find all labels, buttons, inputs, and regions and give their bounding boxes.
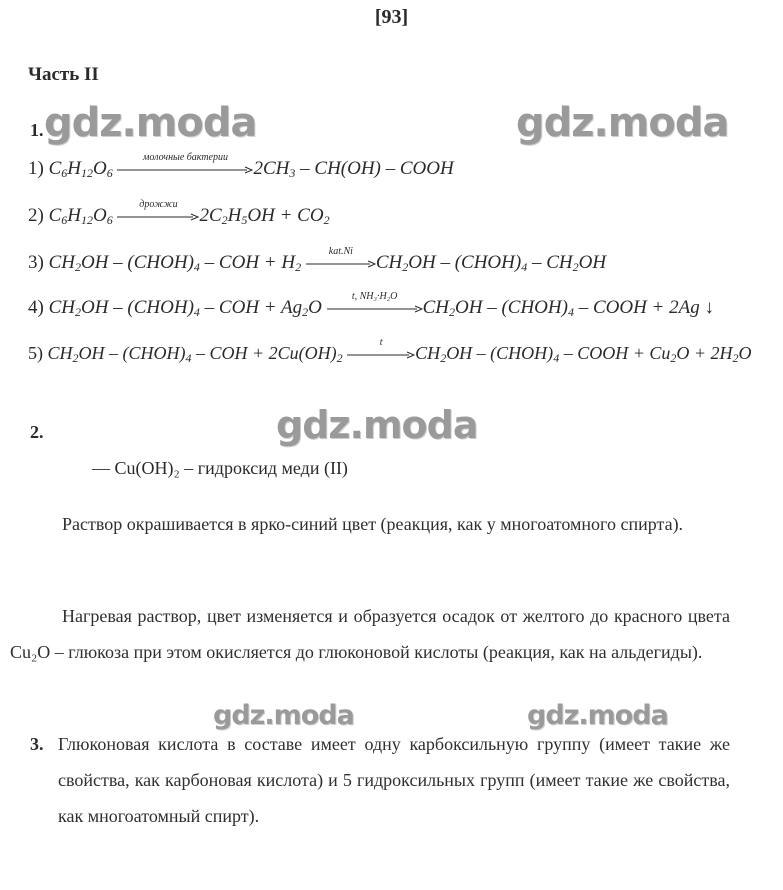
reaction-arrow bbox=[347, 336, 415, 359]
arrow-condition: t, NH₃·H₂O bbox=[351, 290, 398, 302]
arrow-condition: kat.Ni bbox=[328, 245, 353, 257]
reaction-index: 3) bbox=[28, 252, 44, 273]
question-number-1: 1. bbox=[30, 120, 44, 140]
reaction-3: 3) $CH_2OH$ – $(CHOH)_4$ – COH + $H_2$ kat.Ni $CH_2OH$ – $(CHOH)_4 - CH_2OH$ bbox=[28, 245, 607, 274]
reaction-1: 1) $C_6H_{12}O_6$ молочные бактерии $2CH_3 - CH(OH)$ – COOH bbox=[28, 151, 454, 180]
paragraph-color-change: Раствор окрашивается в ярко-синий цвет (реакция, как у многоатомного спирта). bbox=[62, 514, 684, 534]
watermark: gdz.moda bbox=[516, 100, 729, 146]
reaction-4: 4) $CH_2OH$ – $(CHOH)_4$ – COH + $Ag_2O$ t, NH₃·H₂O $CH_2OH$ – $(CHOH)_4$ – COOH + 2Ag ↓ bbox=[28, 290, 714, 319]
watermark: gdz.moda bbox=[44, 100, 257, 146]
reaction-index: 1) bbox=[28, 158, 44, 179]
part-title: Часть II bbox=[28, 64, 99, 85]
watermark: gdz.moda bbox=[527, 700, 668, 731]
paragraph-gluconic-acid: Глюконовая кислота в составе имеет одну карбоксильную группу (имеет такие же свойства, как карбоновая кислота) и 5 гидроксильных групп (имеет такие же свойства, как многоатомный спирт). bbox=[58, 734, 730, 826]
reaction-index: 2) bbox=[28, 205, 44, 226]
watermark: gdz.moda bbox=[276, 403, 478, 447]
arrow-condition: дрожжи bbox=[139, 198, 178, 210]
reaction-arrow bbox=[117, 198, 199, 221]
paragraph-heating: Нагревая раствор, цвет изменяется и образуется осадок от желтого до красного цвета Cu₂O – глюкоза при этом окисляется до глюконовой кислоты (реакция, как на альдегиды). bbox=[10, 606, 730, 662]
arrow-condition: молочные бактерии bbox=[142, 151, 228, 163]
reaction-arrow bbox=[327, 290, 423, 313]
reaction-5: 5) $CH_2OH$ – $(CHOH)_4$ – COH + $2Cu(OH)_2$ t $CH_2OH$ – $(CHOH)_4$ – COOH + $Cu_2O + 2H_2O$ bbox=[28, 336, 752, 365]
reagent-line: — Cu(OH)₂ – гидроксид меди (II) bbox=[92, 458, 348, 478]
arrow-condition: t bbox=[379, 336, 383, 348]
watermark: gdz.moda bbox=[213, 700, 354, 731]
question-number-3: 3. bbox=[30, 734, 44, 754]
reaction-index: 5) bbox=[28, 343, 43, 363]
reaction-2: 2) $C_6H_{12}O_6$ дрожжи $2C_2H_5OH + CO_2$ bbox=[28, 198, 330, 227]
reaction-index: 4) bbox=[28, 297, 44, 318]
question-number-2: 2. bbox=[30, 422, 44, 442]
page-number: [93] bbox=[374, 6, 409, 28]
reaction-arrow bbox=[306, 245, 376, 268]
reaction-arrow bbox=[117, 151, 253, 174]
